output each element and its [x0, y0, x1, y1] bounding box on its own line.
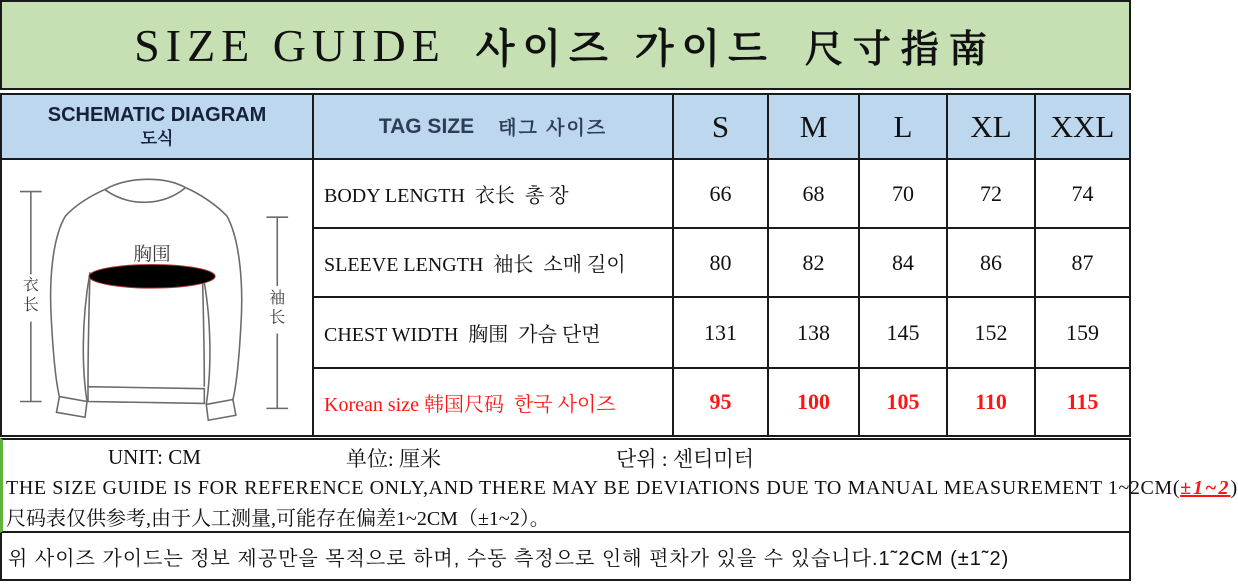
footer-notes: [0, 438, 1238, 533]
unit-line: [3, 440, 1129, 476]
title-bar: [0, 0, 1131, 90]
body-length-measure: [20, 192, 42, 402]
chest-width-s: 131: [674, 298, 767, 367]
tag-size-label-en: TAG SIZE: [378, 114, 475, 138]
body-length-xxl: 74: [1036, 160, 1129, 227]
chest-ellipse: [89, 264, 215, 288]
chest-width-m: 138: [769, 298, 858, 367]
korean-size-l: 105: [860, 369, 946, 435]
row-label-body-length: BODY LENGTH 衣长 총 장: [314, 160, 672, 227]
svg-text:长: 长: [22, 296, 39, 314]
sleeve-length-xxl: 87: [1036, 229, 1129, 296]
body-length-l: 70: [860, 160, 946, 227]
sleeve-length-l: 84: [860, 229, 946, 296]
body-length-m: 68: [769, 160, 858, 227]
schematic-subtitle: 도식: [140, 129, 174, 149]
svg-text:袖: 袖: [269, 289, 286, 307]
size-col-xxl: XXL: [1036, 95, 1129, 158]
sweater-outline: [51, 179, 242, 420]
size-col-s: S: [674, 95, 767, 158]
page-title-ko: 사이즈 가이드: [475, 26, 775, 71]
unit-label-zh: 单位: 厘米: [345, 446, 441, 471]
size-table: [0, 93, 1131, 437]
body-length-xl: 72: [948, 160, 1034, 227]
sleeve-length-measure: [266, 217, 288, 408]
reference-note-zh: 尺码表仅供参考,由于人工测量,可能存在偏差1~2CM（±1~2）。: [6, 508, 550, 530]
korean-size-xxl: 115: [1036, 369, 1129, 435]
reference-note-en-close: ): [1230, 477, 1238, 500]
reference-note-en: [3, 476, 1238, 502]
row-label-korean-size: Korean size 韩国尺码 한국 사이즈: [314, 369, 672, 435]
svg-text:衣: 衣: [22, 277, 39, 295]
tag-size-label-ko: 태그 사이즈: [498, 118, 608, 139]
size-col-m: M: [769, 95, 858, 158]
korean-size-s: 95: [674, 369, 767, 435]
body-length-s: 66: [674, 160, 767, 227]
page-title-en: SIZE GUIDE: [134, 19, 446, 71]
unit-label-en: UNIT: CM: [108, 445, 201, 470]
korean-size-m: 100: [769, 369, 858, 435]
korean-size-xl: 110: [948, 369, 1034, 435]
unit-label-ko: 단위 : 센티미터: [615, 446, 755, 471]
sleeve-length-s: 80: [674, 229, 767, 296]
sleeve-length-xl: 86: [948, 229, 1034, 296]
row-label-chest-width: CHEST WIDTH 胸围 가슴 단면: [314, 298, 672, 367]
svg-text:长: 长: [269, 309, 286, 327]
chest-label: 胸围: [133, 244, 171, 266]
reference-note-ko: 위 사이즈 가이드는 정보 제공만을 목적으로 하며, 수동 측정으로 인해 편차가 있을 수 있습니다.1˜2CM (±1˜2): [0, 533, 1131, 581]
chest-width-xl: 152: [948, 298, 1034, 367]
chest-width-l: 145: [860, 298, 946, 367]
reference-note-en-text: THE SIZE GUIDE IS FOR REFERENCE ONLY,AND THERE MAY BE DEVIATIONS DUE TO MANUAL MEASUREMENT 1~2CM(: [6, 477, 1181, 500]
sleeve-length-m: 82: [769, 229, 858, 296]
page-title-zh: 尺寸指南: [804, 28, 997, 71]
schematic-title: SCHEMATIC DIAGRAM: [47, 104, 267, 127]
schematic-header: [2, 95, 312, 158]
row-label-sleeve-length: SLEEVE LENGTH 袖长 소매 길이: [314, 229, 672, 296]
size-col-l: L: [860, 95, 946, 158]
reference-note-en-tolerance: ±1~2: [1180, 477, 1231, 500]
chest-width-xxl: 159: [1036, 298, 1129, 367]
tag-size-header: [314, 95, 672, 158]
sweater-diagram: [2, 160, 312, 435]
schematic-diagram-cell: [2, 160, 312, 435]
size-col-xl: XL: [948, 95, 1034, 158]
